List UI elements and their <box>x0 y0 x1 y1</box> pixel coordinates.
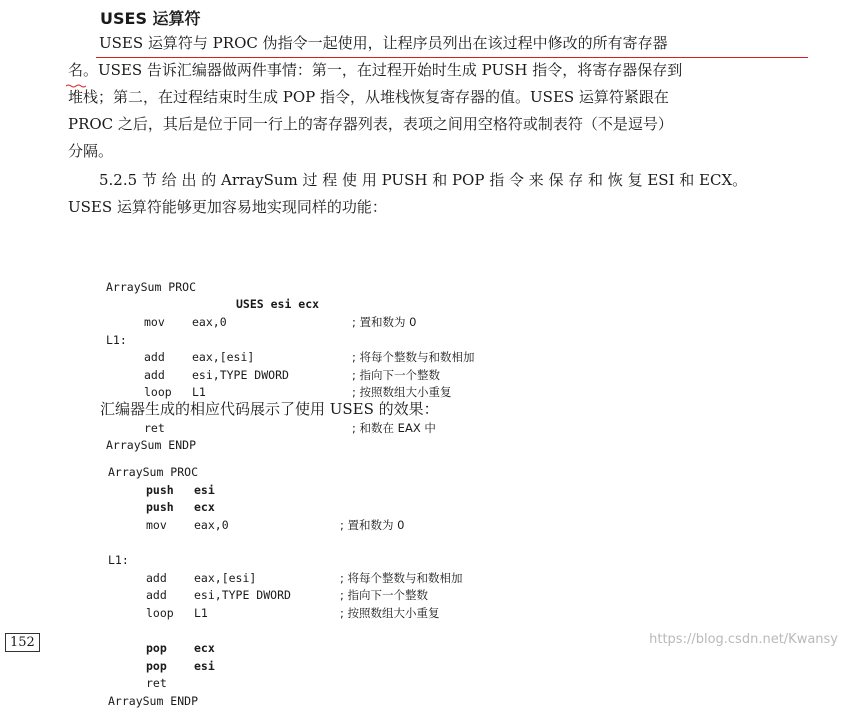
code-comment: ; 按照数组大小重复 <box>352 385 452 400</box>
code-operand: esi,TYPE DWORD <box>194 588 291 603</box>
code-operand: esi,TYPE DWORD <box>192 367 289 382</box>
code-line <box>106 349 475 367</box>
paragraph-line: 名。USES 告诉汇编器做两件事情：第一，在过程开始时生成 PUSH 指令，将寄存器保存到 <box>68 61 683 79</box>
paragraph-line: USES 运算符与 PROC 伪指令一起使用，让程序员列出在该过程中修改的所有寄存器 <box>99 34 668 52</box>
code-opcode: ret <box>144 420 165 435</box>
code-opcode: pop <box>146 641 167 656</box>
code-label: L1: <box>108 553 129 568</box>
code-opcode: push <box>146 482 174 497</box>
code-line <box>106 367 441 385</box>
code-line <box>108 605 440 623</box>
code-line <box>108 587 429 605</box>
code-line <box>108 570 463 588</box>
code-comment: ; 将每个整数与和数相加 <box>352 350 475 365</box>
page-number: 152 <box>5 633 40 652</box>
paragraph-generated-code-intro: 汇编器生成的相应代码展示了使用 USES 的效果： <box>100 400 439 418</box>
code-opcode: add <box>144 350 165 365</box>
code-opcode: push <box>146 500 174 515</box>
code-line <box>108 535 122 553</box>
code-line <box>108 517 405 535</box>
watermark-text: https://blog.csdn.net/Kwansy <box>649 632 838 647</box>
code-comment: ; 按照数组大小重复 <box>340 605 440 620</box>
code-line-header <box>106 261 320 312</box>
paragraph-line: 堆栈；第二，在过程结束时生成 POP 指令，从堆栈恢复寄存器的值。USES 运算符紧跟在 <box>68 88 669 106</box>
code-label: ArraySum PROC <box>108 465 199 480</box>
code-line <box>108 693 199 711</box>
paragraph-line: 分隔。 <box>68 142 114 160</box>
code-line <box>108 499 215 517</box>
code-block-generated <box>108 429 463 728</box>
paragraph-line: PROC 之后，其后是位于同一行上的寄存器列表，表项之间用空格符或制表符（不是逗号） <box>68 115 673 133</box>
code-opcode: add <box>146 588 167 603</box>
paragraph-uses-description <box>68 30 810 165</box>
red-underline-annotation <box>96 57 808 58</box>
code-line <box>108 464 199 482</box>
code-line <box>106 314 417 332</box>
paragraph-line: 5.2.5 节 给 出 的 ArraySum 过 程 使 用 PUSH 和 POP 指 令 来 保 存 和 恢 复 ESI 和 ECX。 <box>99 171 748 189</box>
code-line <box>108 623 122 641</box>
code-operand: esi <box>194 658 215 673</box>
code-comment: ; 置和数为 0 <box>340 517 405 532</box>
red-squiggle-annotation <box>66 84 86 88</box>
code-comment: ; 指向下一个整数 <box>352 367 441 382</box>
code-opcode: loop <box>144 385 172 400</box>
code-opcode: pop <box>146 658 167 673</box>
code-operand: eax,0 <box>192 314 227 329</box>
paragraph-line: USES 运算符能够更加容易地实现同样的功能： <box>68 198 387 216</box>
code-comment: ; 指向下一个整数 <box>340 588 429 603</box>
code-label: L1: <box>106 332 127 347</box>
code-operand: eax,[esi] <box>194 570 257 585</box>
paragraph-arraysum-intro <box>68 167 810 221</box>
code-opcode: ret <box>146 676 167 691</box>
code-operand: ecx <box>194 500 215 515</box>
code-line <box>108 552 129 570</box>
code-comment: ; 和数在 EAX 中 <box>352 420 436 435</box>
code-uses-list: USES esi ecx <box>236 297 320 312</box>
code-line <box>108 675 167 693</box>
code-operand: esi <box>194 482 215 497</box>
code-opcode: mov <box>146 517 167 532</box>
code-operand: eax,0 <box>194 517 229 532</box>
code-label: ArraySum ENDP <box>108 693 199 708</box>
code-line <box>106 332 134 350</box>
section-heading: USES 运算符 <box>100 9 201 28</box>
code-line <box>108 482 215 500</box>
code-operand: ecx <box>194 641 215 656</box>
code-label: ArraySum ENDP <box>106 438 197 453</box>
code-opcode: add <box>146 570 167 585</box>
code-comment: ; 置和数为 0 <box>352 314 417 329</box>
code-proc-name: ArraySum PROC <box>106 279 197 294</box>
code-line <box>108 640 215 658</box>
code-opcode: loop <box>146 605 174 620</box>
code-opcode: add <box>144 367 165 382</box>
code-operand: eax,[esi] <box>192 350 255 365</box>
code-operand: L1 <box>192 385 206 400</box>
code-comment: ; 将每个整数与和数相加 <box>340 570 463 585</box>
code-opcode: mov <box>144 314 165 329</box>
code-line <box>108 658 215 676</box>
code-operand: L1 <box>194 605 208 620</box>
